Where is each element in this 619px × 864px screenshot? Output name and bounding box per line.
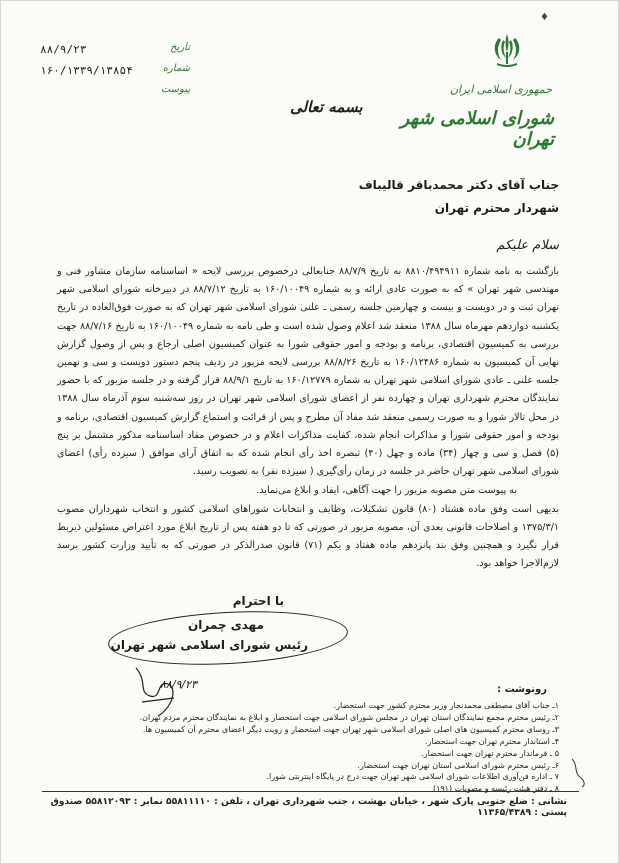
meta-date-label: تاریخ bbox=[170, 42, 190, 53]
meta-number-value: ۱۶۰/۱۳۳۹/۱۳۸۵۴ bbox=[40, 64, 133, 77]
cc-item: ۶ـ رئیس محترم شورای اسلامی استان تهران جهت استحضار. bbox=[357, 760, 559, 770]
greeting: سلام علیکم bbox=[496, 238, 559, 253]
body-paragraph-3: بدیهی است وفق ماده هشتاد (۸۰) قانون تشکیلات، وظایف و انتخابات شوراهای اسلامی کشور و انتخاب شهرداران مصوب ۱۳۷۵/۳/۱ و اصلاحات قانونی بعدی آن، مصوبه مزبور در صورتی که تا دو هفته پس از تاریخ ابلاغ مورد اعتراض مسئولین ذیربط قرار نگیرد و همچنین وفق بند پانزدهم ماده هفتاد و یکم (۷۱) قانون صدرالذکر در صورتی که به تأیید وزارت کشور برسد لازم‌الاجرا خواهد بود. bbox=[57, 504, 559, 570]
letter-body bbox=[57, 263, 559, 583]
iran-emblem-icon bbox=[487, 30, 527, 70]
cc-list bbox=[79, 700, 559, 795]
body-paragraph-1: بازگشت به نامه شماره ۸۸۱۰/۴۹۴۹۱۱ به تاریخ ۸۸/۷/۹ جنابعالی درخصوص بررسی لایحه « اساسنامه سازمان مشاور فنی و مهندسی شهر تهران » که به صورت عادی ارائه و به شماره ۱۶۰/۱۰۰۴۹ به تاریخ ۸۸/۷/۱۲ در دبیرخانه شورای اسلامی شهر تهران ثبت و در دویست و بیست و چهارمین جلسه رسمی ـ علنی شورای اسلامی شهر تهران که به صورت فوق‌العاده در تاریخ یکشنبه دوازدهم مهرماه سال ۱۳۸۸ منعقد شد اعلام وصول شده است و طی نامه به شماره ۱۶۰/۱۰۰۴۹ به تاریخ ۸۸/۷/۱۶ جهت بررسی به کمیسیون اقتصادی، برنامه و بودجه و امور حقوقی شورا به عنوان کمیسیون اصلی ارجاع و پس از وصول گزارش نهایی آن کمیسیون به شماره ۱۶۰/۱۲۴۸۶ به تاریخ ۸۸/۸/۲۶ بررسی لایحه مزبور در ردیف پنجم دستور دویست و سی و نهمین جلسه علنی ـ عادی شورای اسلامی شهر تهران به شماره ۱۶۰/۱۲۷۷۹ به تاریخ ۸۸/۹/۱ قرار گرفته و در جلسه مزبور که با حضور نمایندگان محترم شهرداری تهران و چهارده نفر از اعضای شورای اسلامی شهر تهران در روز سه‌شنبه سوم آذرماه سال ۱۳۸۸ در محل تالار شورا و به صورت رسمی منعقد شد مفاد آن مطرح و پس از قرائت و استماع گزارش کمیسیون اقتصادی، برنامه و بودجه و امور حقوقی شورا و مذاکرات انجام شده، کفایت مذاکرات اعلام و در خصوص مفاد اساسنامه مذکور مشتمل بر پنج (۵) فصل و سی و چهار (۳۴) ماده و چهل (۴۰) تبصره اخذ رأی انجام شده که به اتفاق آرای موافق ( سیزده رأی) اعضای شورای اسلامی شهر تهران حاضر در جلسه در زمان رأی‌گیری ( سیزده نفر) به تصویب رسید. bbox=[57, 266, 559, 478]
org-subtitle: جمهوری اسلامی ایران bbox=[449, 83, 552, 96]
handwritten-check-mark bbox=[568, 755, 590, 789]
addressee-title: شهردار محترم تهران bbox=[434, 201, 559, 215]
org-title: شورای اسلامی شهر تهران bbox=[400, 108, 554, 150]
signature-date: ۸۸/۹/۲۳ bbox=[160, 678, 197, 691]
meta-number-row bbox=[40, 63, 190, 84]
meta-date-row bbox=[40, 42, 190, 63]
cc-item: ۴ـ استاندار محترم تهران جهت استحضار. bbox=[424, 736, 559, 746]
cc-item: ۵ ـ فرماندار محترم تهران جهت استحضار. bbox=[421, 748, 559, 758]
letter-meta bbox=[40, 42, 190, 105]
footer-address: نشانی : ضلع جنوبی پارک شهر ، خیابان بهشت ، جنب شهرداری تهران ، تلفن : ۵۵۸۱۱۱۱۰ نمابر : ۵۵۸۱۲۰۹۳ صندوق پستی : ۱۱۳۶۵/۴۳۸۹ bbox=[50, 796, 567, 818]
meta-date-value: ۸۸/۹/۲۳ bbox=[40, 43, 87, 56]
footer-divider bbox=[42, 791, 579, 792]
signer-title: رئیس شورای اسلامی شهر تهران bbox=[110, 638, 308, 652]
cc-item: ۳ـ روسای محترم کمیسیون های اصلی شورای اسلامی شهر تهران جهت استحضار و رویت دیگر اعضای محترم آن کمیسیون ها. bbox=[142, 724, 559, 734]
meta-attachment-row bbox=[40, 84, 190, 105]
signature-closing: با احترام bbox=[232, 594, 284, 608]
body-paragraph-2: به پیوست متن مصوبه مزبور را جهت آگاهی، ایفاد و ابلاغ می‌نماید. bbox=[256, 485, 517, 497]
cc-item: ۸ ـ دفتر هیئت رئیسه و مصوبات (۱۹۱) bbox=[432, 784, 559, 794]
corner-mark: ♦ bbox=[540, 12, 549, 23]
bismillah-heading: بسمه تعالی bbox=[290, 98, 363, 116]
meta-attachment-label: پیوست bbox=[160, 84, 190, 95]
meta-number-label: شماره bbox=[162, 63, 190, 74]
signer-name: مهدی چمران bbox=[188, 618, 264, 632]
cc-item: ۱ـ جناب آقای مصطفی محمدنجار وزیر محترم کشور جهت استحضار. bbox=[333, 701, 559, 710]
cc-item: ۷ ـ اداره فن‌آوری اطلاعات شورای اسلامی شهر تهران جهت درج در پایگاه اینترنتی شورا. bbox=[266, 772, 559, 782]
cc-title: رونوشت : bbox=[497, 684, 547, 695]
addressee-name: جناب آقای دکتر محمدباقر قالیباف bbox=[358, 178, 559, 192]
cc-item: ۲ـ رئیس محترم مجمع نمایندگان استان تهران در مجلس شورای اسلامی جهت استحضار و ابلاغ به نمایندگان محترم مردم تهران. bbox=[139, 712, 559, 722]
